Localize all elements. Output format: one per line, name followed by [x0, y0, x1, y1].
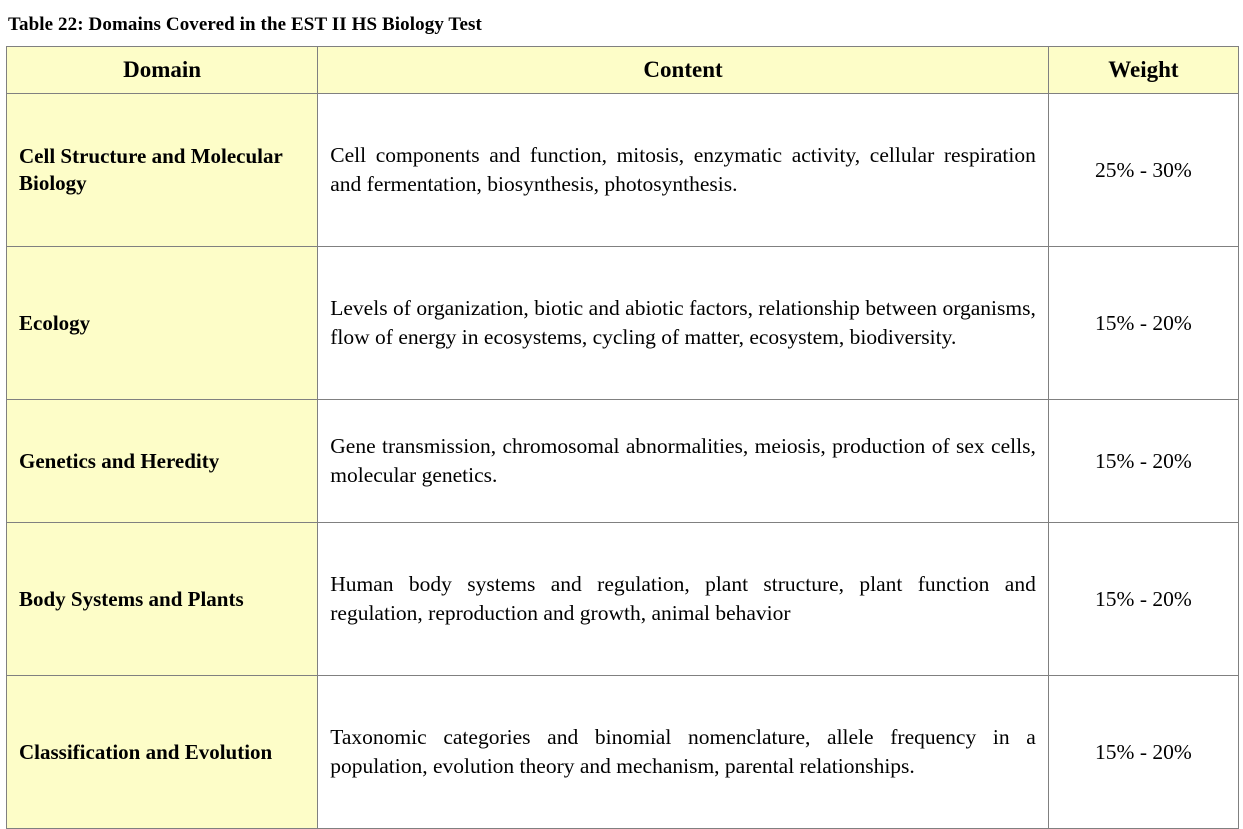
cell-weight: 15% - 20%	[1048, 247, 1238, 400]
cell-content: Levels of organization, biotic and abiotic factors, relationship between organisms, flow of energy in ecosystems, cycling of matter, ecosystem, biodiversity.	[318, 247, 1049, 400]
column-header-content: Content	[318, 47, 1049, 94]
cell-content: Gene transmission, chromosomal abnormalities, meiosis, production of sex cells, molecular genetics.	[318, 400, 1049, 523]
cell-domain: Genetics and Heredity	[7, 400, 318, 523]
table-row	[7, 676, 1239, 829]
cell-domain: Body Systems and Plants	[7, 523, 318, 676]
table-caption: Table 22: Domains Covered in the EST II HS Biology Test	[8, 14, 482, 35]
cell-domain: Classification and Evolution	[7, 676, 318, 829]
cell-weight: 15% - 20%	[1048, 523, 1238, 676]
table-row	[7, 94, 1239, 247]
cell-content: Taxonomic categories and binomial nomenclature, allele frequency in a population, evolution theory and mechanism, parental relationships.	[318, 676, 1049, 829]
cell-content: Human body systems and regulation, plant structure, plant function and regulation, reproduction and growth, animal behavior	[318, 523, 1049, 676]
cell-weight: 15% - 20%	[1048, 400, 1238, 523]
column-header-domain: Domain	[7, 47, 318, 94]
cell-content: Cell components and function, mitosis, enzymatic activity, cellular respiration and fermentation, biosynthesis, photosynthesis.	[318, 94, 1049, 247]
table-row	[7, 247, 1239, 400]
column-header-weight: Weight	[1048, 47, 1238, 94]
table-header	[7, 47, 1239, 94]
table-row	[7, 400, 1239, 523]
table-body	[7, 94, 1239, 829]
cell-weight: 15% - 20%	[1048, 676, 1238, 829]
cell-domain: Cell Structure and Molecular Biology	[7, 94, 318, 247]
cell-domain: Ecology	[7, 247, 318, 400]
table-header-row	[7, 47, 1239, 94]
table-row	[7, 523, 1239, 676]
cell-weight: 25% - 30%	[1048, 94, 1238, 247]
domains-table	[6, 46, 1239, 829]
